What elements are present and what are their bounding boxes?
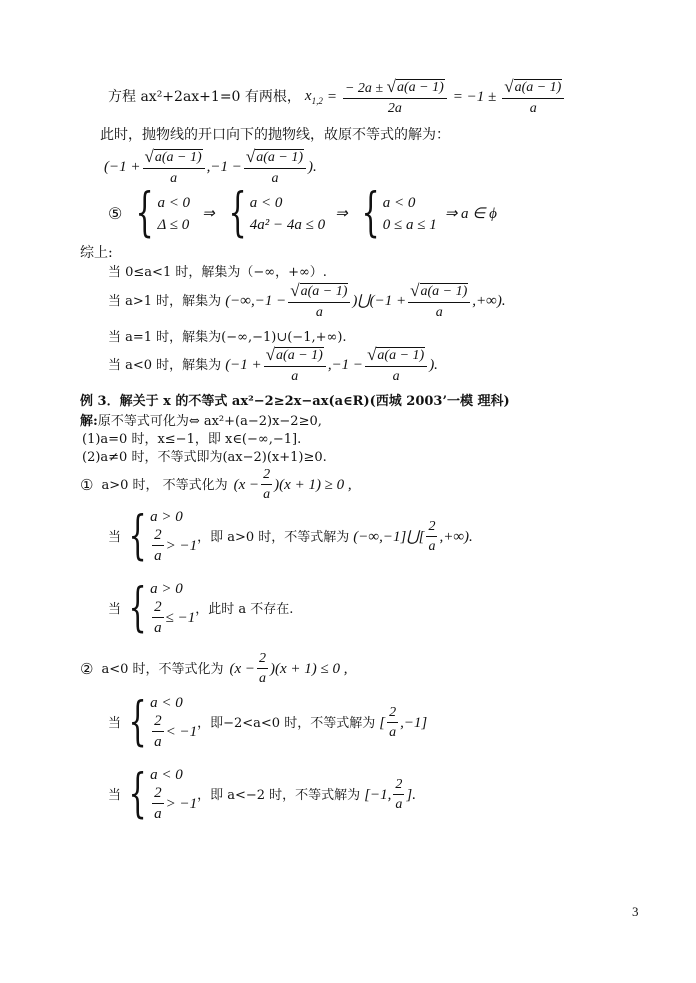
parabola-note: 此时，抛物线的开口向下的抛物线，故原不等式的解为：: [100, 127, 450, 143]
part-2-line: ② a<0 时，不等式化为 (x − $\frac{2}{a}$ )(x + 1) ≤ 0 ,: [80, 651, 348, 686]
summary-case-1: 当 0≤a<1 时，解集为（−∞，+∞）.: [108, 265, 327, 280]
equals-sign: =: [326, 88, 337, 105]
summary-title: 综上:: [80, 245, 113, 261]
summary-case-2: 当 a>1 时，解集为 (−∞,−1 − √ a(a − 1) a )⋃(−1 + √ a(a − 1) a ,+∞).: [108, 281, 506, 320]
example-3-title: 例 3．解关于 x 的不等式 ax²−2≥2x−ax(a∈R)(西城 2003’一模 理科): [80, 394, 510, 409]
case-5-system: ⑤ { a < 0 Δ ≤ 0 ⇒ { a < 0 4a² − 4a ≤ 0 ⇒ { a < 0 0 ≤ a ≤ 1 ⇒ a ∈ ϕ: [108, 183, 497, 244]
solution-line: [80, 410, 322, 429]
roots-fraction: − 2a ± √ a(a − 1) 2a: [343, 78, 447, 116]
solution-text: 原不等式可化为⇔ ax²+(a−2)x−2≥0,: [97, 414, 322, 429]
simplified-eq: = −1 ±: [452, 88, 497, 105]
case-a-zero: (1)a=0 时，x≤−1，即 x∈(−∞,−1].: [82, 432, 302, 447]
solution-interval: (−1 + √ a(a − 1) a ,−1 − √ a(a − 1) a ).: [104, 147, 317, 186]
part-1-case-1: 当 { a > 0 $\frac{2}{a}$ > −1 ，即 a>0 时，不等式解为 (−∞,−1]⋃[ $\frac{2}{a}$ ,+∞).: [108, 506, 473, 567]
part-1-line: ① a>0 时， 不等式化为 (x − $\frac{2}{a}$ )(x + 1) ≥ 0 ,: [80, 467, 352, 502]
page-number: 3: [632, 904, 639, 919]
part-2-case-1: 当 { a < 0 $\frac{2}{a}$ < −1 ，即−2<a<0 时，不等式解为 [ $\frac{2}{a}$ ,−1]: [108, 692, 428, 753]
solution-label: 解:: [80, 414, 98, 429]
roots-line: [108, 78, 566, 116]
roots-var: $x_{1,2}$: [304, 87, 323, 106]
case-a-nonzero: (2)a≠0 时，不等式即为(ax−2)(x+1)≥0.: [82, 450, 327, 465]
part-1-case-2: 当 { a > 0 $\frac{2}{a}$ ≤ −1 ，此时 a 不存在.: [108, 578, 294, 639]
summary-case-4: 当 a<0 时，解集为 (−1 + √ a(a − 1) a ,−1 − √ a(a − 1) a ).: [108, 345, 438, 384]
roots-fraction-simplified: √ a(a − 1) a: [502, 78, 564, 116]
summary-case-3: 当 a=1 时，解集为(−∞,−1)∪(−1,+∞).: [108, 330, 347, 345]
case-5-label: ⑤: [108, 204, 123, 223]
roots-intro: 方程 ax²+2ax+1=0 有两根，: [108, 89, 301, 105]
part-2-case-2: 当 { a < 0 $\frac{2}{a}$ > −1 ，即 a<−2 时，不等式解为 [−1, $\frac{2}{a}$ ].: [108, 764, 416, 825]
